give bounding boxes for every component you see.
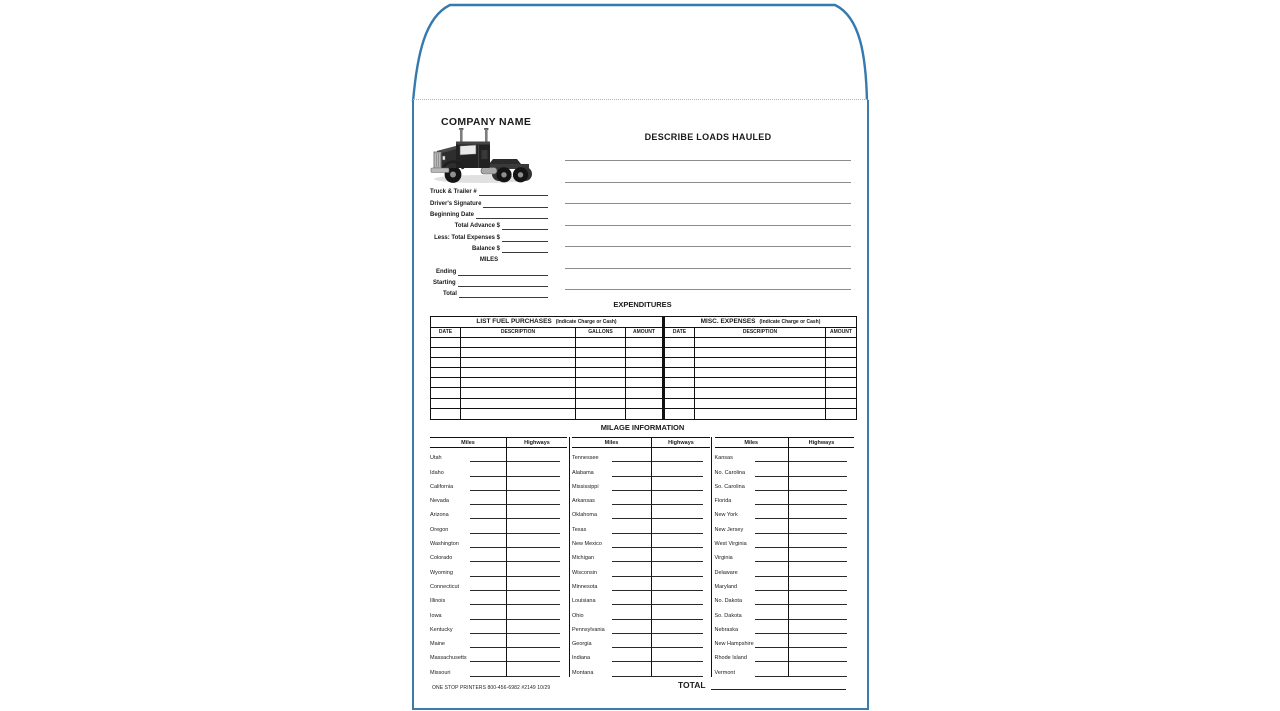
mileage-group-header (715, 437, 855, 448)
state-row-so-dakota (715, 605, 855, 619)
mileage-group-header (572, 437, 710, 448)
state-label: Virginia (714, 555, 733, 562)
mileage-title: MILAGE INFORMATION (600, 423, 685, 432)
highways-column-header: Highways (668, 439, 694, 446)
highways-blank-line (789, 448, 847, 462)
fuel-section-note: (Indicate Charge or Cash) (555, 318, 617, 325)
state-row-california (430, 477, 567, 491)
miles-blank-line (470, 477, 507, 491)
miles-blank-line (612, 605, 652, 619)
miles-blank-line (470, 448, 507, 462)
flap-outline (413, 5, 867, 102)
state-label: Indiana (572, 655, 591, 662)
state-row-oregon (430, 519, 567, 533)
state-row-connecticut (430, 577, 567, 591)
highways-blank-line (652, 477, 703, 491)
miles-blank-line (755, 534, 790, 548)
total-label: TOTAL (678, 680, 706, 690)
state-label: California (430, 483, 454, 490)
miles-blank-line (470, 577, 507, 591)
miles-column-header: Miles (715, 438, 790, 447)
highways-blank-line (789, 591, 847, 605)
highways-blank-line (652, 462, 703, 476)
state-label: Texas (572, 526, 587, 533)
highways-blank-line (652, 605, 703, 619)
state-label: Kansas (714, 455, 733, 462)
miles-blank-line (755, 448, 790, 462)
state-label: New Jersey (714, 526, 744, 533)
miles-blank-line (612, 662, 652, 676)
miles-blank-line (612, 519, 652, 533)
state-label: Oregon (430, 526, 449, 533)
state-row-alabama (572, 462, 710, 476)
miles-column-header: Miles (430, 438, 507, 447)
state-row-iowa (430, 605, 567, 619)
state-label: Delaware (714, 569, 738, 576)
highways-blank-line (507, 605, 560, 619)
state-row-utah (430, 448, 567, 462)
field-label: Starting (433, 280, 456, 287)
highways-blank-line (789, 648, 847, 662)
miles-blank-line (755, 462, 790, 476)
highways-blank-line (507, 505, 560, 519)
state-label: Montana (572, 669, 594, 676)
state-row-kansas (715, 448, 855, 462)
state-row-ohio (572, 605, 710, 619)
state-row-illinois (430, 591, 567, 605)
state-label: Maryland (714, 583, 738, 590)
highways-blank-line (507, 648, 560, 662)
state-label: So. Dakota (714, 612, 742, 619)
state-label: Utah (430, 455, 442, 462)
highways-column-header: Highways (808, 439, 835, 446)
mileage-group-1 (430, 437, 567, 677)
highways-blank-line (789, 562, 847, 576)
miles-blank-line (470, 591, 507, 605)
state-label: Illinois (430, 598, 446, 605)
miles-blank-line (755, 505, 790, 519)
column-header-description: DESCRIPTION (461, 328, 576, 339)
column-header-gallons: GALLONS (576, 328, 626, 339)
state-label: Arkansas (572, 498, 595, 505)
highways-blank-line (652, 591, 703, 605)
highways-blank-line (652, 448, 703, 462)
state-label: Connecticut (430, 583, 460, 590)
field-label: Truck & Trailer # (430, 189, 477, 196)
highways-blank-line (789, 662, 847, 676)
mileage-group-divider-2 (711, 437, 712, 677)
state-row-massachusetts (430, 648, 567, 662)
misc-section-title: MISC. EXPENSES (700, 318, 756, 326)
state-label: Pennsylvania (572, 626, 605, 633)
miles-blank-line (470, 620, 507, 634)
state-label: Alabama (572, 469, 594, 476)
field-label: Ending (436, 268, 457, 275)
state-label: Nebraska (714, 626, 739, 633)
state-label: Washington (430, 541, 459, 548)
miles-blank-line (470, 605, 507, 619)
state-row-idaho (430, 462, 567, 476)
state-row-louisiana (572, 591, 710, 605)
highways-blank-line (789, 505, 847, 519)
state-label: Ohio (572, 612, 584, 619)
highways-blank-line (507, 662, 560, 676)
highways-blank-line (789, 534, 847, 548)
miles-blank-line (612, 462, 652, 476)
highways-blank-line (507, 562, 560, 576)
state-row-maine (430, 634, 567, 648)
highways-blank-line (652, 505, 703, 519)
miles-blank-line (755, 577, 790, 591)
misc-section-note: (Indicate Charge or Cash) (759, 318, 821, 325)
highways-blank-line (507, 462, 560, 476)
state-label: New Mexico (572, 541, 602, 548)
miles-blank-line (755, 548, 790, 562)
highways-blank-line (652, 662, 703, 676)
state-row-missouri (430, 662, 567, 676)
state-row-new-york (715, 505, 855, 519)
state-label: Nevada (430, 498, 449, 505)
highways-blank-line (507, 591, 560, 605)
miles-blank-line (470, 648, 507, 662)
state-label: Massachusetts (430, 655, 467, 662)
miles-blank-line (612, 448, 652, 462)
state-row-washington (430, 534, 567, 548)
fuel-section-title: LIST FUEL PURCHASES (476, 318, 552, 326)
state-label: Louisiana (572, 598, 596, 605)
state-row-mississippi (572, 477, 710, 491)
state-label: Wisconsin (572, 569, 598, 576)
state-row-nevada (430, 491, 567, 505)
state-row-pennsylvania (572, 620, 710, 634)
mileage-group-2 (572, 437, 710, 677)
state-row-so-carolina (715, 477, 855, 491)
state-label: West Virginia (714, 541, 747, 548)
highways-blank-line (507, 519, 560, 533)
miles-blank-line (755, 648, 790, 662)
state-row-michigan (572, 548, 710, 562)
state-label: Vermont (714, 669, 735, 676)
state-row-wisconsin (572, 562, 710, 576)
highways-blank-line (789, 462, 847, 476)
state-row-indiana (572, 648, 710, 662)
column-header-amount: AMOUNT (626, 328, 662, 339)
state-row-nebraska (715, 620, 855, 634)
miles-column-header: Miles (572, 438, 652, 447)
field-label: Total (443, 291, 457, 298)
highways-blank-line (507, 477, 560, 491)
state-row-kentucky (430, 620, 567, 634)
state-row-vermont (715, 662, 855, 676)
highways-blank-line (652, 519, 703, 533)
state-label: Oklahoma (572, 512, 598, 519)
state-row-west-virginia (715, 534, 855, 548)
miles-blank-line (470, 491, 507, 505)
highways-column-header: Highways (524, 439, 550, 446)
state-label: Wyoming (430, 569, 453, 576)
miles-blank-line (612, 477, 652, 491)
field-label: Less: Total Expenses $ (434, 234, 500, 241)
highways-blank-line (507, 620, 560, 634)
highways-blank-line (789, 491, 847, 505)
highways-blank-line (507, 548, 560, 562)
state-row-new-hampshire (715, 634, 855, 648)
highways-blank-line (652, 548, 703, 562)
highways-blank-line (789, 605, 847, 619)
state-row-arkansas (572, 491, 710, 505)
miles-blank-line (612, 591, 652, 605)
field-label: Beginning Date (430, 212, 475, 219)
mileage-group-header (430, 437, 567, 448)
state-row-minnesota (572, 577, 710, 591)
state-row-wyoming (430, 562, 567, 576)
miles-blank-line (612, 505, 652, 519)
field-label: Total Advance $ (454, 223, 500, 230)
state-label: Idaho (430, 469, 444, 476)
state-label: Kentucky (430, 626, 453, 633)
miles-blank-line (612, 648, 652, 662)
highways-blank-line (507, 577, 560, 591)
highways-blank-line (507, 534, 560, 548)
state-row-new-jersey (715, 519, 855, 533)
state-label: New York (714, 512, 738, 519)
expenditures-title: EXPENDITURES (613, 300, 672, 309)
miles-blank-line (612, 577, 652, 591)
state-label: No. Dakota (714, 598, 743, 605)
state-row-montana (572, 662, 710, 676)
miles-blank-line (755, 605, 790, 619)
miles-blank-line (470, 462, 507, 476)
miles-blank-line (470, 505, 507, 519)
miles-blank-line (470, 519, 507, 533)
state-row-rhode-island (715, 648, 855, 662)
miles-blank-line (470, 548, 507, 562)
state-row-colorado (430, 548, 567, 562)
miles-blank-line (755, 491, 790, 505)
highways-blank-line (652, 648, 703, 662)
highways-blank-line (652, 577, 703, 591)
state-row-no-dakota (715, 591, 855, 605)
highways-blank-line (652, 634, 703, 648)
highways-blank-line (507, 448, 560, 462)
mileage-group-3 (715, 437, 855, 677)
miles-blank-line (612, 562, 652, 576)
state-row-new-mexico (572, 534, 710, 548)
column-header-amount: AMOUNT (826, 328, 856, 339)
total-blank-line (711, 689, 846, 690)
miles-blank-line (612, 548, 652, 562)
highways-blank-line (652, 491, 703, 505)
state-label: Colorado (430, 555, 453, 562)
highways-blank-line (789, 577, 847, 591)
company-name: COMPANY NAME (441, 116, 532, 128)
state-row-arizona (430, 505, 567, 519)
printer-fine-print: ONE STOP PRINTERS 800-456-6982 #2149 10/29 (432, 685, 551, 691)
state-label: Mississippi (572, 483, 599, 490)
state-label: Florida (714, 498, 732, 505)
miles-blank-line (755, 634, 790, 648)
miles-blank-line (470, 562, 507, 576)
miles-blank-line (612, 620, 652, 634)
state-label: Tennessee (572, 455, 599, 462)
miles-blank-line (612, 634, 652, 648)
state-row-georgia (572, 634, 710, 648)
miles-blank-line (470, 534, 507, 548)
highways-blank-line (789, 634, 847, 648)
highways-blank-line (789, 477, 847, 491)
envelope-flap (410, 0, 870, 102)
state-row-florida (715, 491, 855, 505)
field-label: Balance $ (471, 246, 500, 253)
state-label: No. Carolina (714, 469, 746, 476)
miles-blank-line (470, 634, 507, 648)
highways-blank-line (652, 620, 703, 634)
miles-blank-line (755, 662, 790, 676)
state-row-tennessee (572, 448, 710, 462)
miles-blank-line (470, 662, 507, 676)
miles-blank-line (755, 620, 790, 634)
envelope-body (412, 100, 869, 710)
miles-blank-line (755, 477, 790, 491)
state-label: Georgia (572, 641, 592, 648)
miles-blank-line (755, 562, 790, 576)
state-row-texas (572, 519, 710, 533)
state-label: Michigan (572, 555, 595, 562)
state-label: Maine (430, 641, 445, 648)
column-header-date: DATE (665, 328, 695, 339)
state-label: Missouri (430, 669, 451, 676)
highways-blank-line (789, 519, 847, 533)
highways-blank-line (652, 534, 703, 548)
miles-blank-line (612, 491, 652, 505)
state-label: New Hampshire (714, 641, 754, 648)
state-label: Rhode Island (714, 655, 747, 662)
state-label: So. Carolina (714, 483, 745, 490)
state-row-maryland (715, 577, 855, 591)
loads-title: DESCRIBE LOADS HAULED (644, 132, 772, 142)
highways-blank-line (507, 634, 560, 648)
miles-blank-line (612, 534, 652, 548)
miles-blank-line (755, 519, 790, 533)
total-row (678, 680, 846, 690)
field-label: Driver's Signature (430, 200, 482, 207)
column-header-description: DESCRIPTION (695, 328, 826, 339)
state-row-delaware (715, 562, 855, 576)
state-row-oklahoma (572, 505, 710, 519)
column-header-date: DATE (431, 328, 461, 339)
state-label: Minnesota (572, 583, 598, 590)
mileage-table (414, 100, 867, 708)
state-row-virginia (715, 548, 855, 562)
state-label: Arizona (430, 512, 449, 519)
highways-blank-line (652, 562, 703, 576)
mileage-group-divider-1 (569, 437, 570, 677)
highways-blank-line (789, 548, 847, 562)
highways-blank-line (507, 491, 560, 505)
highways-blank-line (789, 620, 847, 634)
field-label: MILES (479, 257, 499, 264)
state-row-no-carolina (715, 462, 855, 476)
miles-blank-line (755, 591, 790, 605)
state-label: Iowa (430, 612, 442, 619)
